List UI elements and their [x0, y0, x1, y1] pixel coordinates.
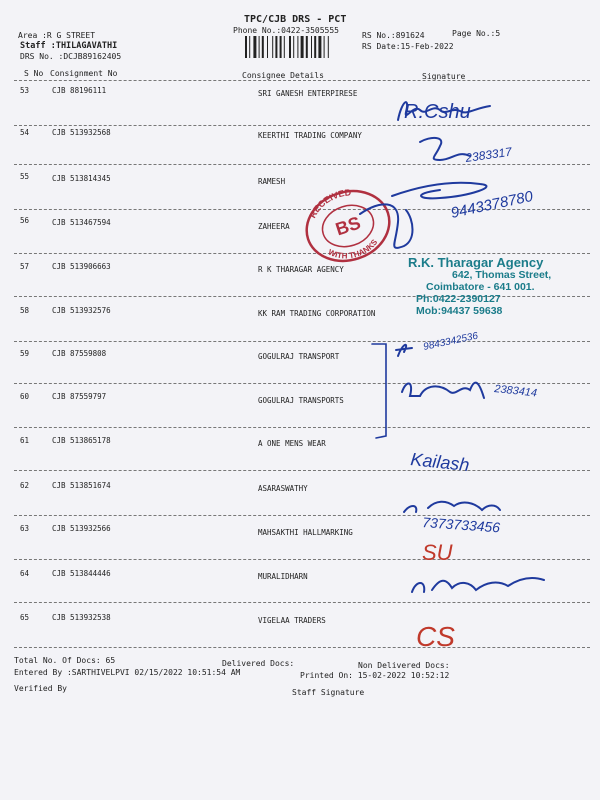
signature-64-scribble: [412, 578, 544, 592]
row-consignment: CJB 88196111: [52, 86, 107, 95]
row-consignment: CJB 513932576: [52, 306, 111, 315]
row-consignee: ASARASWATHY: [258, 484, 308, 493]
row-consignment: CJB 513467594: [52, 218, 111, 227]
row-sno: 56: [20, 216, 30, 225]
row-consignee: KK RAM TRADING CORPORATION: [258, 309, 376, 318]
stamp-company-name: R.K. Tharagar Agency: [408, 255, 544, 270]
row-consignee: A ONE MENS WEAR: [258, 439, 326, 448]
row-consignee: KEERTHI TRADING COMPANY: [258, 131, 362, 140]
column-consignee: Consignee Details: [242, 71, 324, 80]
row-sno: 55: [20, 172, 30, 181]
row-sno: 53: [20, 86, 30, 95]
stamp-thanks-text: WITH THANKS: [326, 237, 380, 261]
verified-by: Verified By: [14, 684, 67, 693]
row-consignee: VIGELAA TRADERS: [258, 616, 326, 625]
non-delivered-docs: Non Delivered Docs:: [358, 661, 450, 670]
handwritten-sig-64-red: SU: [422, 540, 453, 565]
stamp-mobile: Mob:94437 59638: [416, 305, 503, 317]
row-consignee: MAHSAKTHI HALLMARKING: [258, 528, 353, 537]
handwritten-sig-53: R.Cshu: [404, 101, 471, 123]
signature-55-scribble: [392, 183, 486, 199]
entered-by: Entered By :SARTHIVELPVI 02/15/2022 10:51:54 AM: [14, 668, 241, 677]
row-consignment: CJB 513851674: [52, 481, 111, 490]
row-sno: 61: [20, 436, 30, 445]
signature-56-scribble: [360, 204, 413, 248]
row-consignment: CJB 513932538: [52, 613, 111, 622]
stamp-initials: BS: [333, 212, 363, 240]
bracket-59-61: [372, 344, 386, 438]
column-consignment: Consignment No: [50, 69, 118, 78]
handwritten-number-60: 2383414: [493, 383, 538, 400]
row-consignment: CJB 513844446: [52, 569, 111, 578]
row-sno: 54: [20, 128, 30, 137]
row-consignee: R K THARAGAR AGENCY: [258, 265, 344, 274]
row-consignment: CJB 513814345: [52, 174, 111, 183]
phone-number: Phone No.:0422-3505555: [233, 26, 339, 35]
row-consignment: CJB 513906663: [52, 262, 111, 271]
row-sno: 65: [20, 613, 30, 622]
drs-number: DRS No. :DCJB89162405: [20, 52, 122, 61]
area-label: Area :R G STREET: [18, 31, 96, 40]
signature-54-scribble: [420, 138, 470, 160]
delivered-docs: Delivered Docs:: [222, 659, 295, 668]
row-consignee: GOGULRAJ TRANSPORT: [258, 352, 340, 361]
column-sno: S No: [24, 69, 44, 78]
row-sno: 58: [20, 306, 30, 315]
handwritten-number-58: 9843342536: [422, 330, 480, 353]
signature-60-scribble: [402, 383, 484, 398]
row-sno: 60: [20, 392, 30, 401]
handwritten-number-54: 2383317: [464, 144, 513, 165]
row-consignment: CJB 513932568: [52, 128, 111, 137]
handwritten-sig-65-red: CS: [416, 621, 455, 652]
row-consignment: CJB 513865178: [52, 436, 111, 445]
total-docs: Total No. Of Docs: 65: [14, 656, 116, 665]
row-consignment: CJB 87559797: [52, 392, 107, 401]
handwritten-number-63: 7373733456: [421, 514, 501, 536]
signature-59-scribble: [396, 345, 412, 356]
document-title: TPC/CJB DRS - PCT: [244, 14, 347, 25]
signature-62-scribble: [404, 502, 500, 512]
page-number: Page No.:5: [452, 29, 501, 38]
stamp-address-line2: Coimbatore - 641 001.: [426, 281, 535, 293]
rs-date: RS Date:15-Feb-2022: [362, 42, 454, 51]
row-sno: 63: [20, 524, 30, 533]
row-consignee: SRI GANESH ENTERPIRESE: [258, 89, 358, 98]
row-sno: 64: [20, 569, 30, 578]
handwritten-number-55: 9443378780: [449, 187, 535, 222]
column-signature: Signature: [422, 72, 466, 81]
stamp-received-text: RECEIVED: [307, 187, 352, 220]
stamp-address-line1: 642, Thomas Street,: [452, 269, 552, 281]
row-consignment: CJB 513932566: [52, 524, 111, 533]
handwritten-sig-61: Kailash: [409, 449, 471, 476]
staff-label: Staff :THILAGAVATHI: [20, 41, 118, 51]
row-sno: 59: [20, 349, 30, 358]
row-consignment: CJB 87559808: [52, 349, 107, 358]
row-consignee: MURALIDHARN: [258, 572, 308, 581]
row-sno: 62: [20, 481, 30, 490]
row-consignee: RAMESH: [258, 177, 286, 186]
row-consignee: GOGULRAJ TRANSPORTS: [258, 396, 344, 405]
row-consignee: ZAHEERA: [258, 222, 290, 231]
printed-on: Printed On: 15-02-2022 10:52:12: [300, 671, 450, 680]
staff-signature: Staff Signature: [292, 688, 365, 697]
row-sno: 57: [20, 262, 30, 271]
rs-number: RS No.:891624: [362, 31, 425, 40]
stamp-phone: Ph:0422-2390127: [416, 293, 501, 305]
